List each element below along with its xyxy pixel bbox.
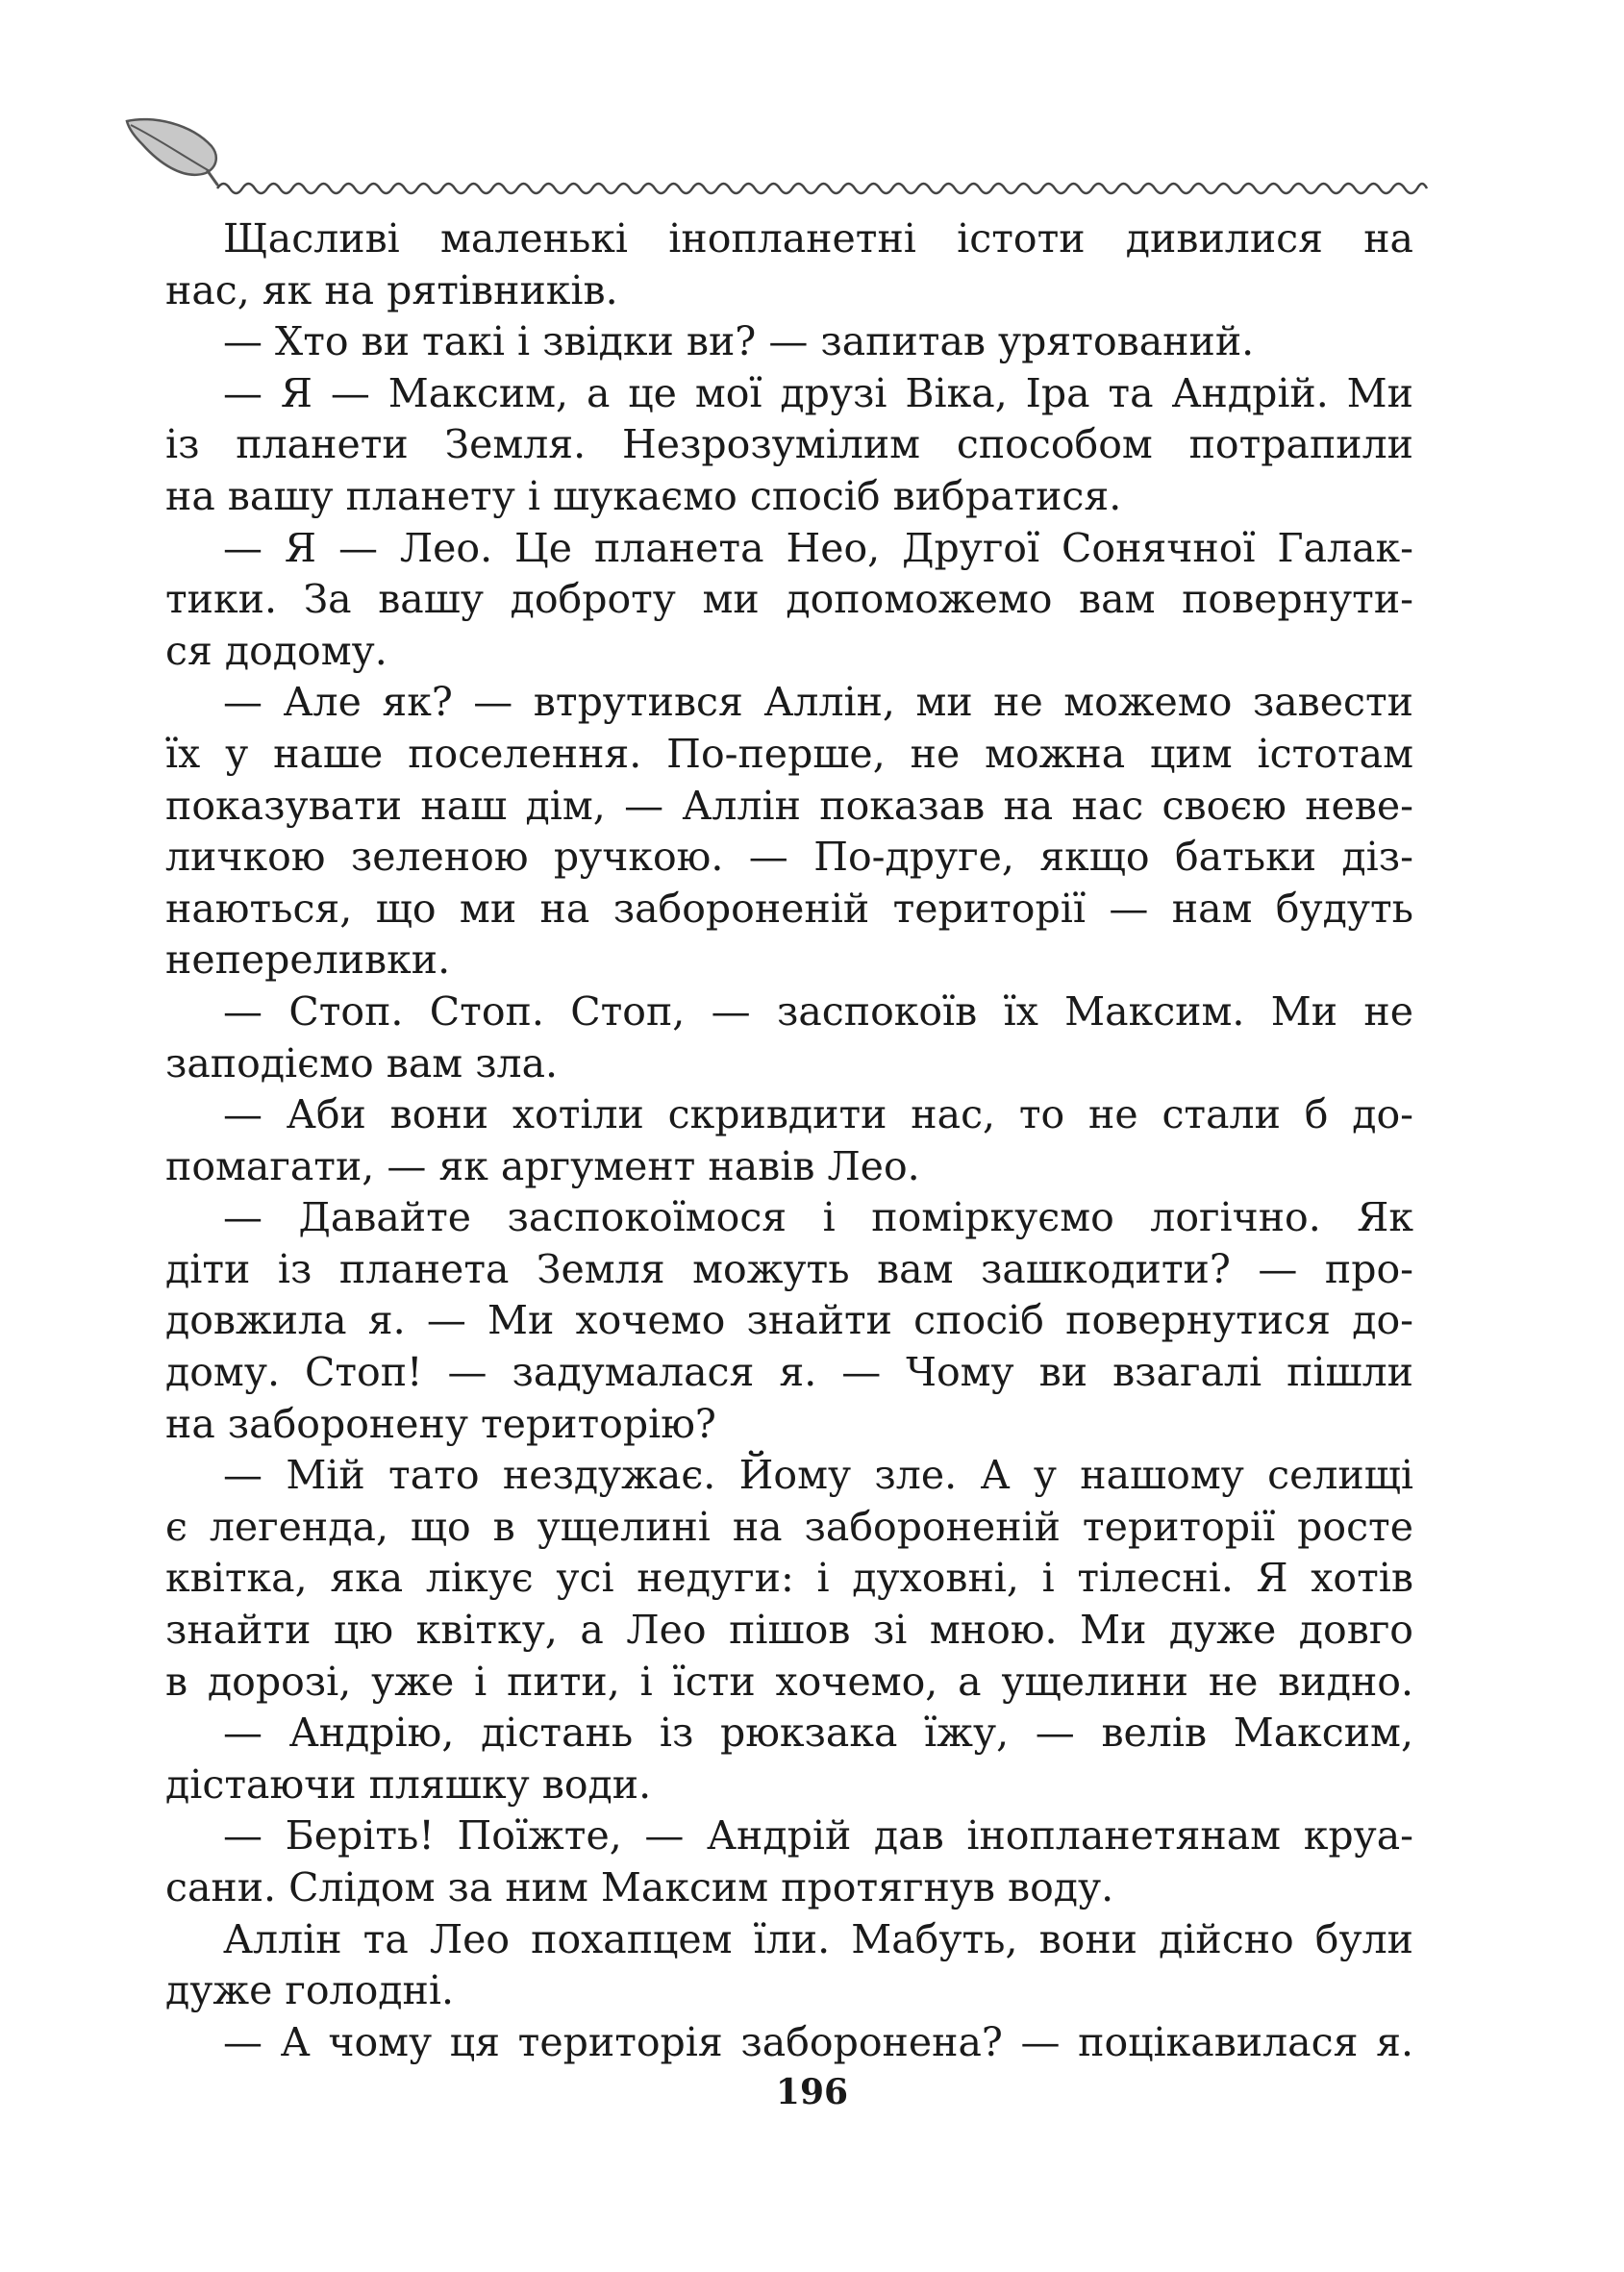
- text-line: — Я — Максим, а це мої друзі Віка, Іра та Андрій. Ми: [223, 369, 1413, 416]
- text-line: тики. За вашу доброту ми допоможемо вам повернути-: [165, 576, 1413, 623]
- text-line: непереливки.: [165, 936, 451, 984]
- text-line: ся додому.: [165, 627, 387, 674]
- text-line: — Беріть! Поїжте, — Андрій дав інопланетянам круа-: [223, 1812, 1413, 1860]
- text-line: в дорозі, уже і пити, і їсти хочемо, а ущелини не видно.: [165, 1658, 1413, 1705]
- text-line: личкою зеленою ручкою. — По-друге, якщо батьки діз-: [165, 834, 1413, 881]
- text-line: заподіємо вам зла.: [165, 1039, 559, 1086]
- text-line: наються, що ми на забороненій території — нам будуть: [165, 885, 1413, 932]
- body-text: [165, 213, 1413, 2068]
- text-line: є легенда, що в ущелині на забороненій території росте: [165, 1503, 1413, 1550]
- text-line: їх у наше поселення. По-перше, не можна цим істотам: [165, 730, 1413, 777]
- text-line: — Аби вони хотіли скривдити нас, то не стали б до-: [223, 1091, 1413, 1138]
- text-line: — Я — Лео. Це планета Нео, Другої Сонячної Галак-: [223, 524, 1413, 571]
- text-line: — Стоп. Стоп. Стоп, — заспокоїв їх Максим. Ми не: [223, 987, 1413, 1035]
- text-line: показувати наш дім, — Аллін показав на нас своєю неве-: [165, 782, 1413, 829]
- text-line: довжила я. — Ми хочемо знайти спосіб повернутися до-: [165, 1297, 1413, 1344]
- text-line: сани. Слідом за ним Максим протягнув воду.: [165, 1864, 1114, 1910]
- page-number: 196: [775, 2072, 849, 2112]
- text-line: — Андрію, дістань із рюкзака їжу, — велів Максим,: [223, 1710, 1413, 1757]
- text-line: Аллін та Лео похапцем їли. Мабуть, вони дійсно були: [223, 1915, 1413, 1962]
- text-line: — Хто ви такі і звідки ви? — запитав урятований.: [223, 318, 1255, 365]
- feather-icon: [127, 119, 217, 185]
- text-line: на вашу планету і шукаємо спосіб вибратися.: [165, 472, 1122, 519]
- text-line: на заборонену територію?: [165, 1400, 716, 1447]
- text-line: дістаючи пляшку води.: [165, 1760, 652, 1808]
- text-line: — А чому ця територія заборонена? — поцікавилася я.: [223, 2018, 1413, 2065]
- header-ornament: [123, 113, 1431, 210]
- text-line: із планети Земля. Незрозумілим способом потрапили: [165, 421, 1413, 468]
- wavy-divider: [217, 184, 1427, 193]
- text-line: — Давайте заспокоїмося і поміркуємо логічно. Як: [223, 1194, 1413, 1241]
- text-line: — Але як? — втрутився Аллін, ми не можемо завести: [223, 679, 1413, 726]
- text-line: діти із планета Земля можуть вам зашкодити? — про-: [165, 1245, 1413, 1292]
- text-line: Щасливі маленькі інопланетні істоти дивилися на: [223, 215, 1413, 262]
- text-line: — Мій тато нездужає. Йому зле. А у нашому селищі: [223, 1452, 1413, 1499]
- text-line: помагати, — як аргумент навів Лео.: [165, 1142, 920, 1189]
- text-line: дуже голодні.: [165, 1967, 454, 2014]
- text-line: знайти цю квітку, а Лео пішов зі мною. Ми дуже довго: [165, 1607, 1413, 1654]
- text-line: дому. Стоп! — задумалася я. — Чому ви взагалі пішли: [165, 1349, 1413, 1396]
- text-line: квітка, яка лікує усі недуги: і духовні, і тілесні. Я хотів: [165, 1555, 1413, 1602]
- text-line: нас, як на рятівників.: [165, 266, 618, 313]
